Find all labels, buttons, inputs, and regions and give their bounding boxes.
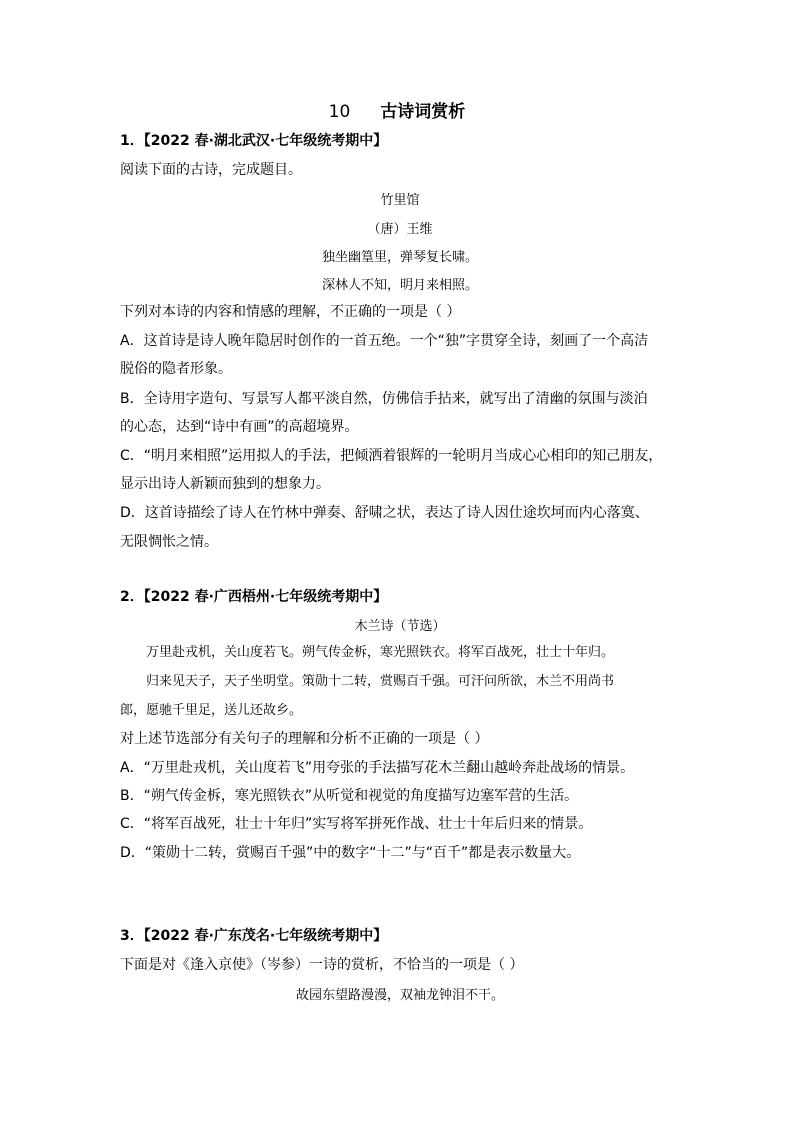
q3-poem-line-1: 故园东望路漫漫，双袖龙钟泪不干。 xyxy=(295,988,504,1003)
section-number: 10 xyxy=(328,102,351,122)
q2-option-b: B．“朔气传金柝，寒光照铁衣”从听觉和视觉的角度描写边塞军营的生活。 xyxy=(120,788,579,804)
q1-option-c-line-1: C．“明月来相照”运用拟人的手法，把倾洒着银辉的一轮明月当成心心相印的知己朋友， xyxy=(120,448,663,464)
q3-header: 3．【2022 春·广东茂名·七年级统考期中】 xyxy=(120,928,388,944)
q1-option-d-line-1: D．这首诗描绘了诗人在竹林中弹奏、舒啸之状，表达了诗人因仕途坎坷而内心落寞、 xyxy=(120,505,649,521)
q1-option-b-line-1: B．全诗用字造句、写景写人都平淡自然，仿佛信手拈来，就写出了清幽的氛围与淡泊 xyxy=(120,391,648,407)
q1-poem-author: （唐）王维 xyxy=(367,222,433,237)
q2-option-c: C．“将军百战死，壮士十年归”实写将军拼死作战、壮士十年后归来的情景。 xyxy=(120,816,593,832)
q2-option-d: D．“策勋十二转，赏赐百千强”中的数字“十二”与“百千”都是表示数量大。 xyxy=(120,845,581,861)
q1-poem-line-2: 深林人不知，明月来相照。 xyxy=(321,278,478,293)
q1-poem-line-1: 独坐幽篁里，弹琴复长啸。 xyxy=(321,250,478,265)
q1-stem: 下列对本诗的内容和情感的理解，不正确的一项是（ ） xyxy=(120,304,461,320)
q2-poem-paragraph-2b: 郎，愿驰千里足，送儿还故乡。 xyxy=(120,703,303,718)
q1-header: 1．【2022 春·湖北武汉·七年级统考期中】 xyxy=(120,133,388,149)
q2-poem-title: 木兰诗（节选） xyxy=(354,619,446,634)
q1-poem-title: 竹里馆 xyxy=(380,193,420,208)
q1-option-d-line-2: 无限惆怅之情。 xyxy=(120,534,218,550)
q2-option-a: A．“万里赴戎机，关山度若飞”用夸张的手法描写花木兰翻山越岭奔赴战场的情景。 xyxy=(120,760,635,776)
q1-option-a-line-1: A．这首诗是诗人晚年隐居时创作的一首五绝。一个“独”字贯穿全诗，刻画了一个高洁 xyxy=(120,333,649,349)
q2-stem: 对上述节选部分有关句子的理解和分析不正确的一项是（ ） xyxy=(120,731,489,747)
q1-option-b-line-2: 的心态，达到“诗中有画”的高超境界。 xyxy=(120,419,359,435)
q2-poem-paragraph-1: 万里赴戎机，关山度若飞。朔气传金柝，寒光照铁衣。将军百战死，壮士十年归。 xyxy=(146,645,615,660)
q3-stem: 下面是对《逢入京使》（岑参）一诗的赏析，不恰当的一项是（ ） xyxy=(120,957,524,973)
q2-poem-paragraph-2a: 归来见天子，天子坐明堂。策勋十二转，赏赐百千强。可汗问所欲，木兰不用尚书 xyxy=(146,674,615,689)
section-title-text: 古诗词赏析 xyxy=(380,102,466,122)
q1-option-a-line-2: 脱俗的隐者形象。 xyxy=(120,361,232,377)
q2-header: 2．【2022 春·广西梧州·七年级统考期中】 xyxy=(120,589,388,605)
q1-option-c-line-2: 显示出诗人新颖而独到的想象力。 xyxy=(120,476,330,492)
section-title xyxy=(0,97,794,122)
q1-intro: 阅读下面的古诗，完成题目。 xyxy=(120,162,302,178)
